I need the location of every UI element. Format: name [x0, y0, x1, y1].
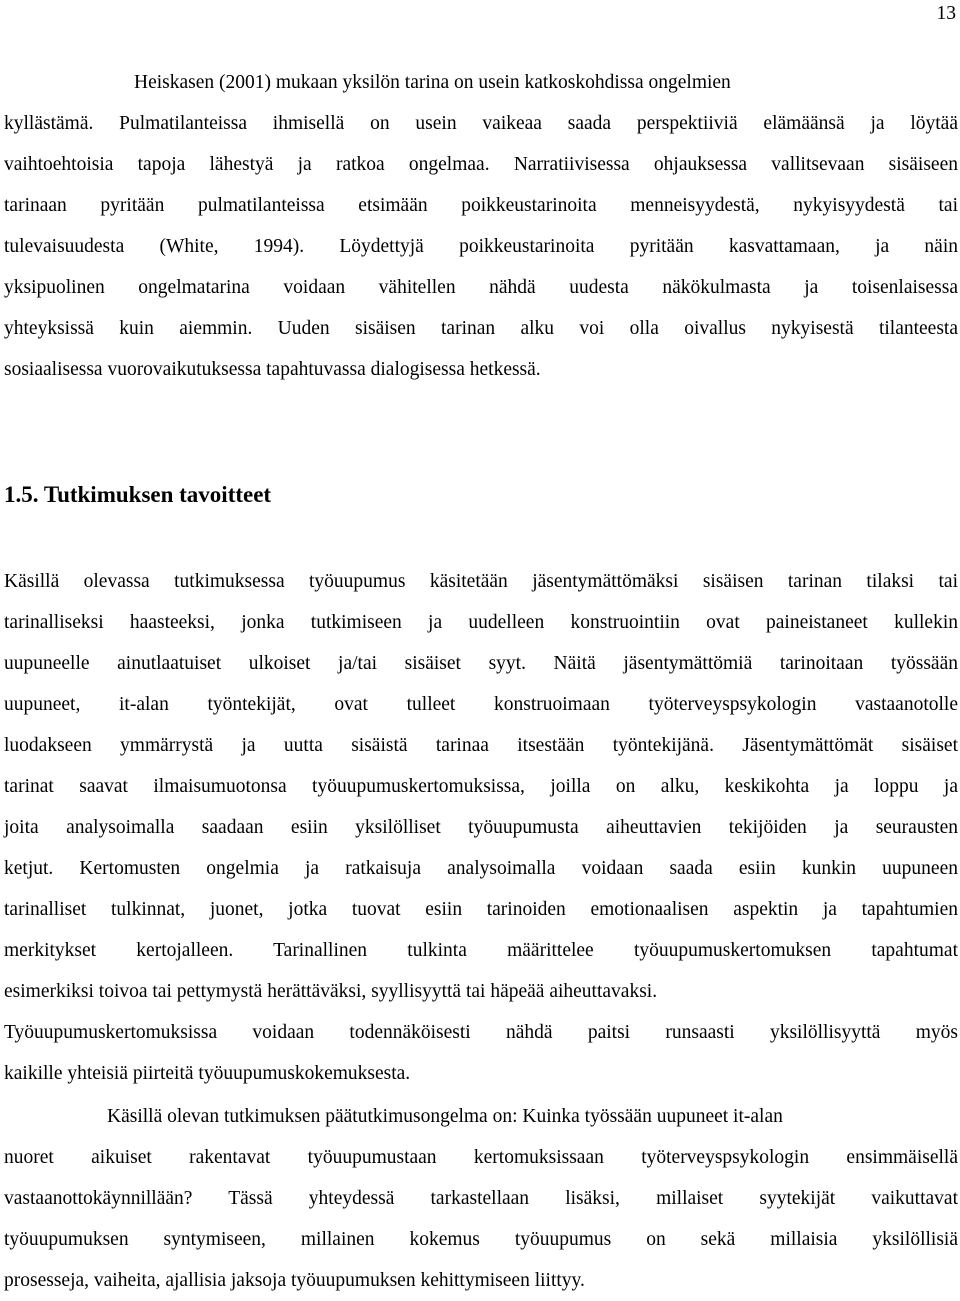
text-line: tarinaan pyritään pulmatilanteissa etsimään poikkeustarinoita menneisyydestä, nykyisyydestä tai	[4, 195, 958, 216]
text-line: tarinalliset tulkinnat, juonet, jotka tuovat esiin tarinoiden emotionaalisen aspektin ja tapahtumien	[4, 899, 958, 920]
text-line: nuoret aikuiset rakentavat työuupumustaan kertomuksissaan työterveyspsykologin ensimmäisellä	[4, 1147, 958, 1168]
text-line: prosesseja, vaiheita, ajallisia jaksoja työuupumuksen kehittymiseen liittyy.	[4, 1270, 585, 1291]
text-line: Käsillä olevan tutkimuksen päätutkimusongelma on: Kuinka työssään uupuneet it-alan	[107, 1106, 783, 1127]
text-line: tarinalliseksi haasteeksi, jonka tutkimiseen ja uudelleen konstruointiin ovat paineistaneet kullekin	[4, 612, 958, 633]
text-line: yhteyksissä kuin aiemmin. Uuden sisäisen tarinan alku voi olla oivallus nykyisestä tilanteesta	[4, 318, 958, 339]
text-line: vaihtoehtoisia tapoja lähestyä ja ratkoa ongelmaa. Narratiivisessa ohjauksessa vallitsevaan sisäiseen	[4, 154, 958, 175]
text-line: Heiskasen (2001) mukaan yksilön tarina on usein katkoskohdissa ongelmien	[134, 72, 731, 93]
text-line: kaikille yhteisiä piirteitä työuupumuskokemuksesta.	[4, 1063, 411, 1084]
text-line: yksipuolinen ongelmatarina voidaan vähitellen nähdä uudesta näkökulmasta ja toisenlaisessa	[4, 277, 958, 298]
text-line: joita analysoimalla saadaan esiin yksilölliset työuupumusta aiheuttavien tekijöiden ja seurausten	[4, 817, 958, 838]
text-line: uupuneet, it-alan työntekijät, ovat tulleet konstruoimaan työterveyspsykologin vastaanotolle	[4, 694, 958, 715]
text-line: Käsillä olevassa tutkimuksessa työuupumus käsitetään jäsentymättömäksi sisäisen tarinan tilaksi tai	[4, 571, 958, 592]
text-line: ketjut. Kertomusten ongelmia ja ratkaisuja analysoimalla voidaan saada esiin kunkin uupuneen	[4, 858, 958, 879]
section-heading: 1.5. Tutkimuksen tavoitteet	[4, 482, 272, 507]
text-line: tarinat saavat ilmaisumuotonsa työuupumuskertomuksissa, joilla on alku, keskikohta ja loppu ja	[4, 776, 958, 797]
text-line: luodakseen ymmärrystä ja uutta sisäistä tarinaa itsestään työntekijänä. Jäsentymättömät sisäiset	[4, 735, 958, 756]
paragraph-research-aims	[4, 561, 958, 1094]
text-line: sosiaalisessa vuorovaikutuksessa tapahtuvassa dialogisessa hetkessä.	[4, 359, 541, 380]
text-line: vastaanottokäynnillään? Tässä yhteydessä tarkastellaan lisäksi, millaiset syytekijät vaikuttavat	[4, 1188, 958, 1209]
text-line: merkitykset kertojalleen. Tarinallinen tulkinta määrittelee työuupumuskertomuksen tapahtumat	[4, 940, 958, 961]
text-line: tulevaisuudesta (White, 1994). Löydettyjä poikkeustarinoita pyritään kasvattamaan, ja näin	[4, 236, 958, 257]
page-number: 13	[936, 3, 956, 24]
text-line: Työuupumuskertomuksissa voidaan todennäköisesti nähdä paitsi runsaasti yksilöllisyyttä myös	[4, 1022, 958, 1043]
text-line: uupuneelle ainutlaatuiset ulkoiset ja/tai sisäiset syyt. Näitä jäsentymättömiä tarinoitaan työssään	[4, 653, 958, 674]
paragraph-narrative-guidance	[4, 62, 958, 390]
text-line: kyllästämä. Pulmatilanteissa ihmisellä on usein vaikeaa saada perspektiiviä elämäänsä ja löytää	[4, 113, 958, 134]
text-line: työuupumuksen syntymiseen, millainen kokemus työuupumus on sekä millaisia yksilöllisiä	[4, 1229, 958, 1250]
text-line: esimerkiksi toivoa tai pettymystä herättäväksi, syyllisyyttä tai häpeää aiheuttavaksi.	[4, 981, 658, 1002]
paragraph-research-question	[4, 1096, 958, 1301]
